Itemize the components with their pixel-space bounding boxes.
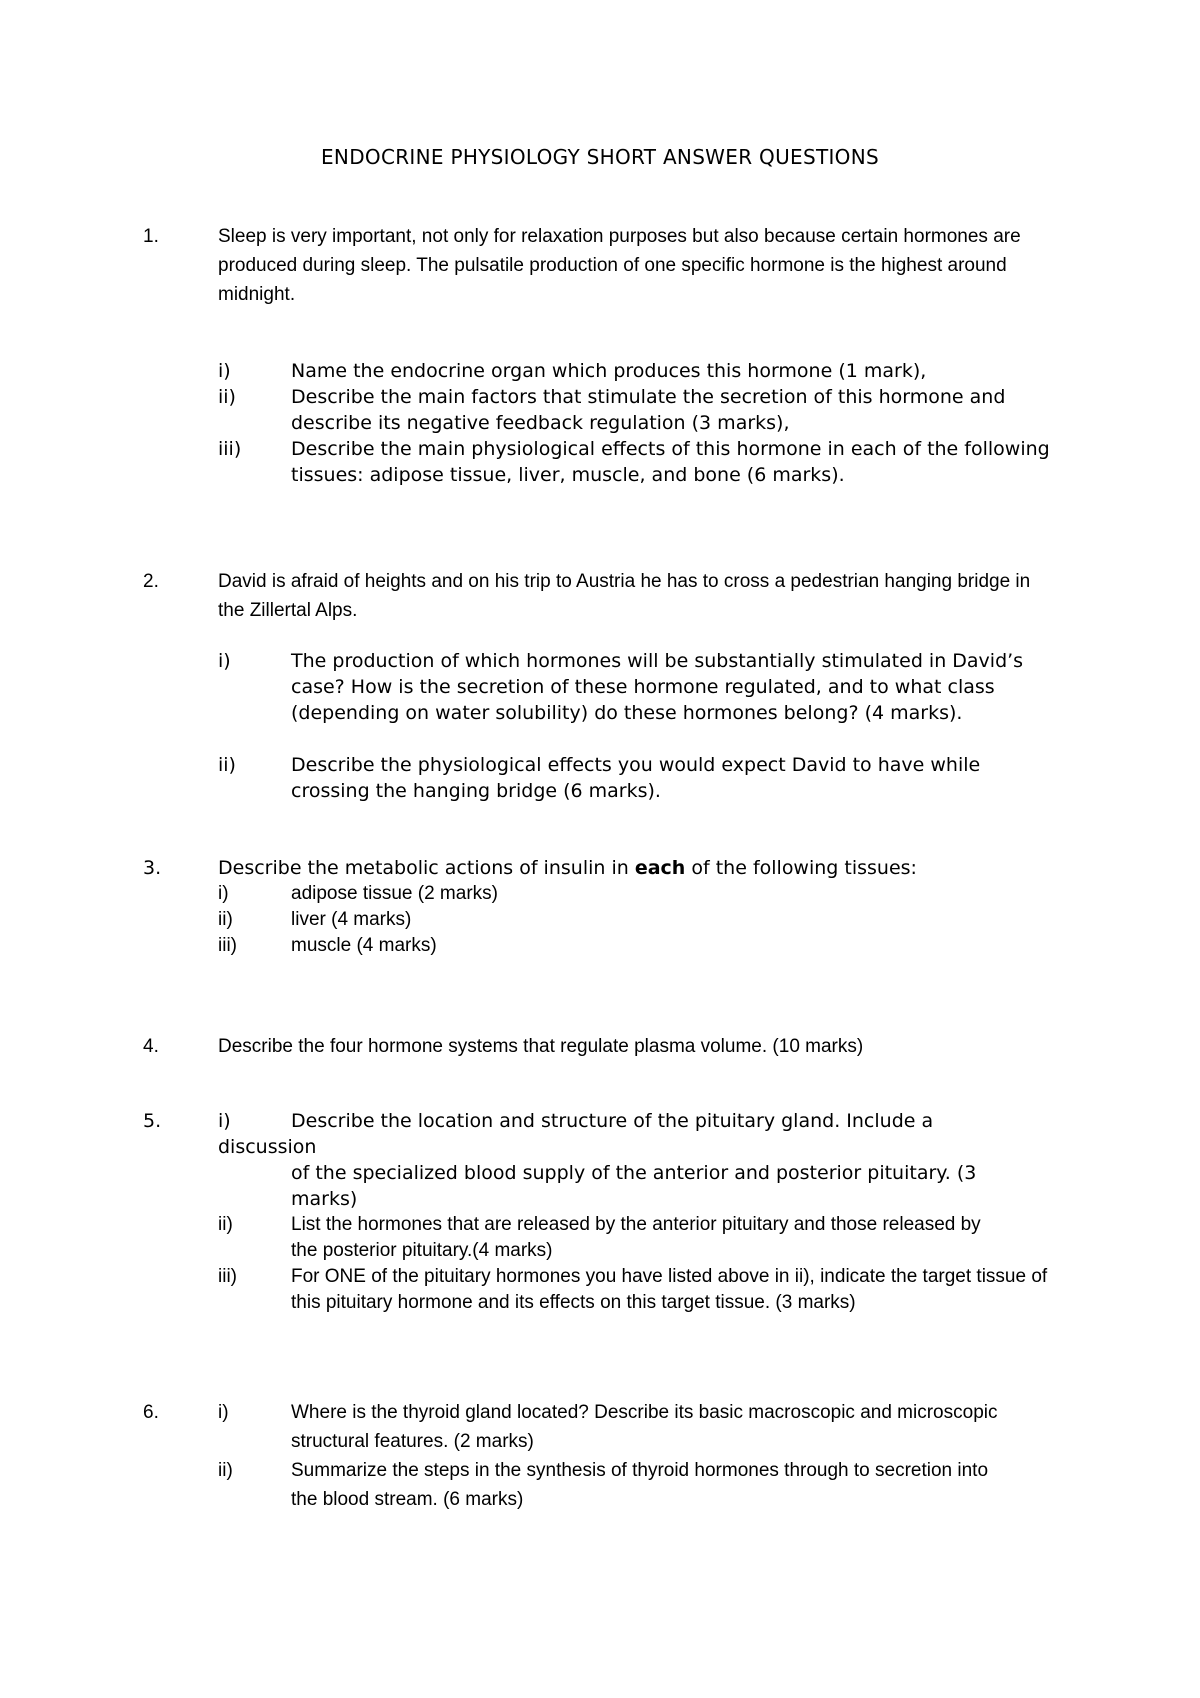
question-stem: Describe the four hormone systems that regulate plasma volume. (10 marks)	[218, 1036, 864, 1057]
question-number: 3.	[143, 857, 162, 879]
roman-numeral: i)	[218, 650, 231, 672]
question-number: 1.	[143, 226, 159, 247]
item-text: Name the endocrine organ which produces this hormone (1 mark),	[291, 360, 927, 382]
roman-numeral: ii)	[218, 909, 233, 930]
item-text: Describe the physiological effects you would expect David to have while crossing the hanging bridge (6 marks).	[291, 754, 981, 802]
item-text: For ONE of the pituitary hormones you have listed above in ii), indicate the target tissue of this pituitary hormone and its effects on this target tissue. (3 marks)	[291, 1266, 1048, 1313]
item-text: Describe the main physiological effects of this hormone in each of the following tissues: adipose tissue, liver, muscle, and bone (6 marks).	[291, 438, 1050, 486]
question-number: 2.	[143, 571, 159, 592]
question-stem: Sleep is very important, not only for relaxation purposes but also because certain hormones are produced during sleep. The pulsatile production of one specific hormone is the highest around midnight.	[218, 226, 1021, 305]
roman-numeral: i)	[218, 1110, 231, 1132]
roman-numeral: ii)	[218, 754, 236, 776]
item-text: Where is the thyroid gland located? Describe its basic macroscopic and microscopic structural features. (2 marks)	[291, 1402, 998, 1452]
item-text: Summarize the steps in the synthesis of thyroid hormones through to secretion into the blood stream. (6 marks)	[291, 1460, 989, 1510]
item-text-continued: of the specialized blood supply of the anterior and posterior pituitary. (3 marks)	[291, 1162, 977, 1210]
item-text: Describe the main factors that stimulate the secretion of this hormone and describe its negative feedback regulation (3 marks),	[291, 386, 1006, 434]
roman-numeral: i)	[218, 1402, 229, 1423]
item-text: liver (4 marks)	[291, 909, 412, 930]
roman-numeral: ii)	[218, 1460, 233, 1481]
page-title: ENDOCRINE PHYSIOLOGY SHORT ANSWER QUESTIONS	[321, 145, 879, 169]
roman-numeral: iii)	[218, 935, 237, 956]
question-number: 6.	[143, 1402, 159, 1423]
roman-numeral: i)	[218, 883, 229, 904]
roman-numeral: ii)	[218, 386, 236, 408]
item-text: adipose tissue (2 marks)	[291, 883, 498, 904]
roman-numeral: iii)	[218, 438, 242, 460]
question-stem: David is afraid of heights and on his trip to Austria he has to cross a pedestrian hanging bridge in the Zillertal Alps.	[218, 571, 1031, 621]
item-text: Describe the location and structure of the pituitary gland. Include a	[291, 1110, 934, 1132]
question-number: 5.	[143, 1110, 162, 1132]
stem-text: Describe the metabolic actions of insulin in	[218, 857, 635, 879]
roman-numeral: i)	[218, 360, 231, 382]
item-text: muscle (4 marks)	[291, 935, 437, 956]
stem-text: of the following tissues:	[685, 857, 917, 879]
item-text: The production of which hormones will be substantially stimulated in David’s case? How is the secretion of these hormone regulated, and to what class (depending on water solubility) do these hormones belong? (4 marks).	[291, 650, 1024, 724]
question-number: 4.	[143, 1036, 159, 1057]
item-text-wrap: discussion	[218, 1136, 317, 1158]
item-text: List the hormones that are released by the anterior pituitary and those released by the posterior pituitary.(4 marks)	[291, 1214, 981, 1261]
roman-numeral: ii)	[218, 1214, 233, 1235]
question-stem	[218, 855, 1068, 881]
roman-numeral: iii)	[218, 1266, 237, 1287]
stem-emphasis: each	[634, 857, 686, 879]
